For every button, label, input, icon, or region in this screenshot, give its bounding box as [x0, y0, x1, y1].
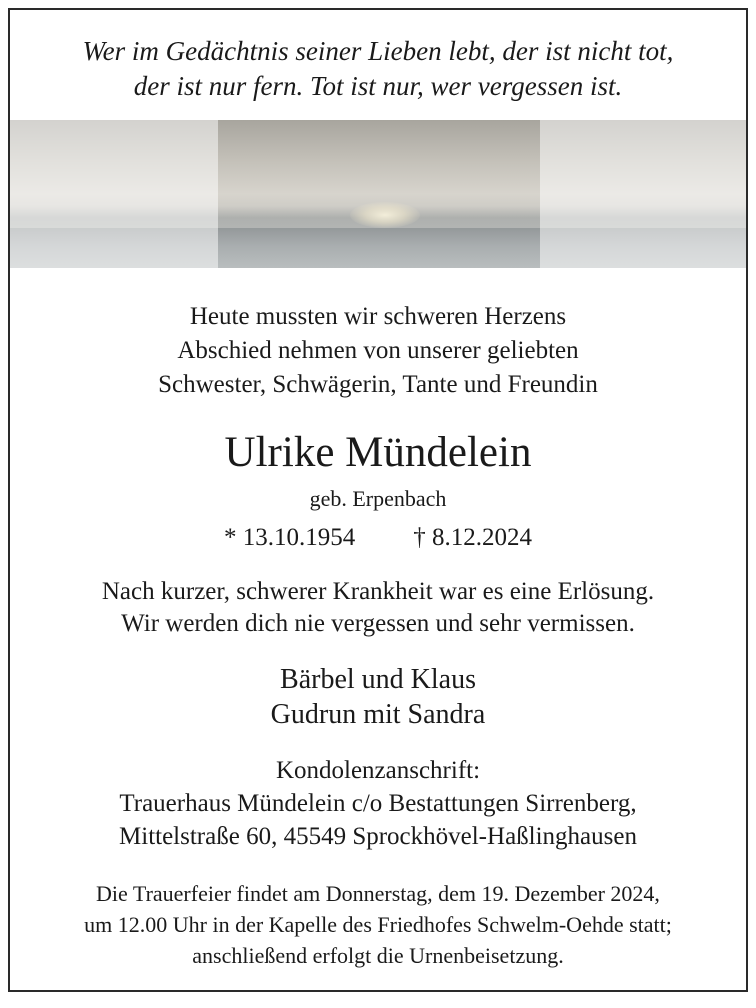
- mourner-line: Bärbel und Klaus: [280, 664, 476, 695]
- intro-line: Abschied nehmen von unserer geliebten: [177, 337, 579, 364]
- mourners: [10, 662, 746, 732]
- birth-date: * 13.10.1954: [224, 524, 356, 551]
- condolence-address: [10, 754, 746, 853]
- service-line: anschließend erfolgt die Urnenbeisetzung.: [192, 943, 564, 968]
- farewell-message: [10, 576, 746, 640]
- address-line: Trauerhaus Mündelein c/o Bestattungen Sirrenberg,: [119, 790, 637, 817]
- obituary-notice: [8, 8, 748, 992]
- message-line: Nach kurzer, schwerer Krankheit war es eine Erlösung.: [101, 578, 655, 605]
- maiden-name: geb. Erpenbach: [309, 486, 447, 511]
- sun-glow: [350, 202, 420, 228]
- mourner-line: Gudrun mit Sandra: [270, 699, 486, 730]
- deceased-name: Ulrike Mündelein: [224, 429, 532, 476]
- message-line: Wir werden dich nie vergessen und sehr vermissen.: [121, 610, 635, 637]
- address-heading: Kondolenzanschrift:: [275, 757, 481, 784]
- service-line: Die Trauerfeier findet am Donnerstag, dem 19. Dezember 2024,: [96, 881, 660, 906]
- intro-line: Schwester, Schwägerin, Tante und Freundin: [158, 371, 598, 398]
- funeral-service-info: [10, 878, 746, 971]
- address-line: Mittelstraße 60, 45549 Sprockhövel-Haßlinghausen: [119, 823, 637, 850]
- motto-line: Wer im Gedächtnis seiner Lieben lebt, der ist nicht tot,: [82, 36, 674, 66]
- service-line: um 12.00 Uhr in der Kapelle des Friedhofes Schwelm-Oehde statt;: [84, 912, 672, 937]
- death-date: † 8.12.2024: [413, 524, 532, 551]
- photo-fade-right: [540, 120, 746, 268]
- sunset-sea-photo: [10, 120, 746, 268]
- photo-fade-left: [10, 120, 218, 268]
- motto-line: der ist nur fern. Tot ist nur, wer vergessen ist.: [133, 71, 623, 101]
- motto-quote: [10, 34, 746, 104]
- life-dates: [10, 522, 746, 554]
- intro-line: Heute mussten wir schweren Herzens: [189, 303, 567, 330]
- intro-text: [10, 300, 746, 402]
